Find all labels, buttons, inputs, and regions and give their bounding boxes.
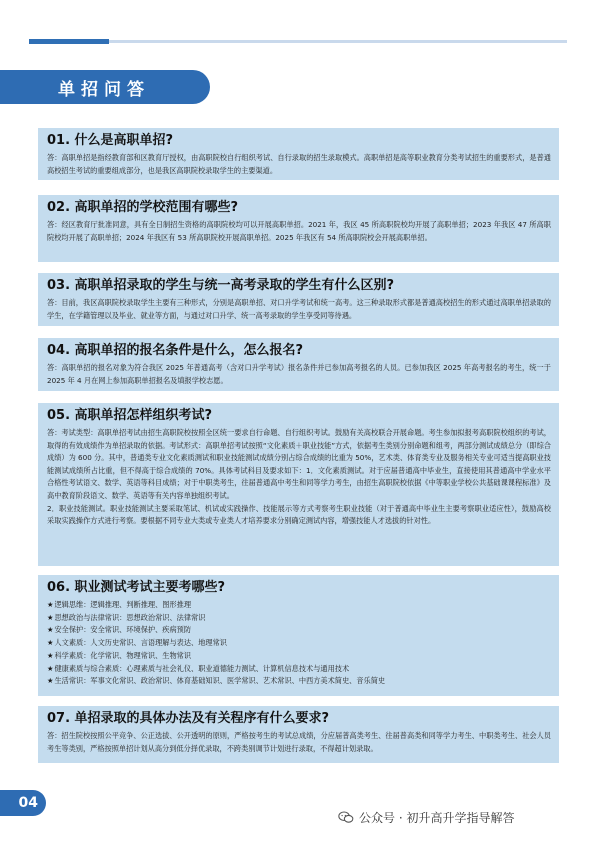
qa-box-03 bbox=[38, 273, 559, 326]
list-item: ★人文素质：人文历史常识、言语理解与表达、地理常识 bbox=[47, 638, 227, 648]
answer-text: 答：目前，我区高职院校录取学生主要有三种形式，分别是高职单招、对口升学考试和统一高考。这三种录取形式都是普通高校招生的形式通过高职单招录取的学生，在学籍管理以及毕业、就业等方面，与通过对口升学、统一高考录取的学生享受同等待遇。 bbox=[47, 298, 551, 320]
list-item: ★科学素质：化学常识、物理常识、生物常识 bbox=[47, 650, 192, 660]
footer-watermark bbox=[338, 809, 514, 826]
qa-box-07 bbox=[38, 706, 559, 763]
question-title: 05. 高职单招怎样组织考试? bbox=[47, 408, 213, 423]
question-title: 03. 高职单招录取的学生与统一高考录取的学生有什么区别? bbox=[47, 278, 395, 293]
question-title: 01. 什么是高职单招? bbox=[47, 133, 174, 148]
star-icon: ★ bbox=[47, 650, 54, 660]
star-icon: ★ bbox=[47, 638, 54, 648]
topic-list bbox=[47, 599, 551, 688]
section-banner: 单招问答 bbox=[0, 70, 210, 104]
star-icon: ★ bbox=[47, 663, 54, 673]
list-item: ★逻辑思维：逻辑推理、判断推理、图形推理 bbox=[47, 600, 192, 609]
answer-text: 答：招生院校按照公平竞争、公正选拔、公开透明的原则，严格按考生的考试总成绩，分应届普高类考生、往届普高类和同等学力考生、中职类考生、社会人员考生等类别，严格按照单招计划从高分到低分择优录取，不跨类别调节计划进行录取，不得超计划录取。 bbox=[47, 731, 551, 753]
list-item: ★安全保护：安全常识、环境保护、疾病预防 bbox=[47, 625, 192, 635]
question-title: 06. 职业测试考试主要考哪些? bbox=[47, 580, 226, 595]
qa-box-06 bbox=[38, 575, 559, 696]
answer-text: 答：高职单招的报名对象为符合我区 2025 年普通高考（含对口升学考试）报名条件并已参加高考报名的人员。已参加我区 2025 年高考报名的考生，统一于 2025 年 4 月在网上参加高职单招报名及填报学校志愿。 bbox=[47, 363, 551, 385]
star-icon: ★ bbox=[47, 676, 54, 686]
question-title: 04. 高职单招的报名条件是什么，怎么报名? bbox=[47, 343, 304, 358]
qa-box-05 bbox=[38, 403, 559, 566]
qa-box-01 bbox=[38, 128, 559, 180]
top-rule bbox=[29, 40, 567, 43]
qa-box-02 bbox=[38, 195, 559, 262]
answer-text: 答：考试类型：高职单招考试由招生高职院校按照全区统一要求自行命题、自行组织考试。鼓励有关高校联合开展命题。考生参加拟报考高职院校组织的考试，取得的有效成绩作为单招录取的依据。考试形式：高职单招考试按照“文化素质＋职业技能”方式，依据考生类别分别命题和组考，两部分测试成绩总分（即综合成绩）为 600 分。其中，普通类专业文化素质测试和职业技能测试成绩分别占综合成绩的比重为 50%，艺术类、体育类专业及服务相关专业可适当提高职业技能测试成绩所占比重，但不得高于综合成绩的 70%。具体考试科目及要求如下：1．文化素质测试。对于应届普通高中毕业生，直接使用其普通高中学业水平合格性考试语文、数学、英语等科目成绩；对于中职类考生，往届普通高中考生和同等学力考生，由招生高职院校依据《中等职业学校公共基础课课程标准》及高中教育阶段语文、数学、英语等有关内容单独组织考试。 bbox=[47, 428, 551, 500]
footer-text: 公众号 · 初升高升学指导解答 bbox=[359, 811, 515, 825]
star-icon: ★ bbox=[47, 600, 54, 609]
question-title: 07. 单招录取的具体办法及有关程序有什么要求? bbox=[47, 711, 330, 726]
answer-text: 2．职业技能测试。职业技能测试主要采取笔试、机试或实践操作、技能展示等方式考察考生职业技能（对于普通高中毕业生主要考察职业适应性），鼓励高校采取实践操作方式进行考察。要根据不同专业大类或专业类人才培养要求分别确定测试内容，增强技能人才选拔的针对性。 bbox=[47, 503, 551, 526]
question-title: 02. 高职单招的学校范围有哪些? bbox=[47, 200, 239, 215]
list-item: ★生活常识：军事文化常识、政治常识、体育基础知识、医学常识、艺术常识、中西方美术简史、音乐简史 bbox=[47, 676, 386, 686]
top-rule-accent bbox=[29, 39, 109, 44]
list-item: ★健康素质与综合素质：心理素质与社会礼仪、职业道德能力测试、计算机信息技术与通用技术 bbox=[47, 663, 350, 673]
qa-box-04 bbox=[38, 338, 559, 391]
page-number: 04 bbox=[0, 790, 46, 816]
list-item: ★思想政治与法律常识：思想政治常识、法律常识 bbox=[47, 612, 206, 622]
star-icon: ★ bbox=[47, 612, 54, 622]
star-icon: ★ bbox=[47, 625, 54, 635]
wechat-icon bbox=[338, 811, 354, 824]
answer-text: 答：经区教育厅批准同意，具有全日制招生资格的高职院校均可以开展高职单招。2021 年，我区 45 所高职院校均开展了高职单招；2023 年我区 47 所高职院校均开展了高职单招；2024 年我区有 53 所高职院校开展高职单招。2025 年我区有 54 所高职院校会开展高职单招。 bbox=[47, 220, 551, 242]
answer-text: 答：高职单招是指经教育部和区教育厅授权，由高职院校自行组织考试、自行录取的招生录取模式。高职单招是高等职业教育分类考试招生的重要形式，是普通高校招生考试的重要组成部分，也是我区高职院校录取学生的主要渠道。 bbox=[47, 153, 551, 175]
